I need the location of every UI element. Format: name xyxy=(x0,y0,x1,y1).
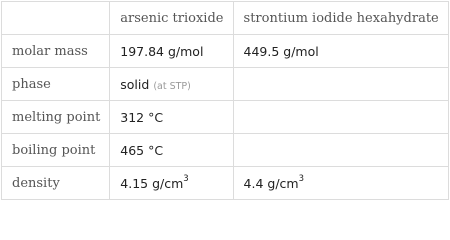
comparison-table xyxy=(1,1,449,200)
cell-molar-mass-arsenic-trioxide: 197.84 g/mol xyxy=(110,35,233,68)
cell-molar-mass-strontium-iodide: 449.5 g/mol xyxy=(233,35,448,68)
density-exponent-strontium-iodide: 3 xyxy=(298,174,305,185)
cell-density-arsenic-trioxide xyxy=(110,167,233,200)
row-label-boiling-point: boiling point xyxy=(2,134,110,167)
corner-cell xyxy=(2,2,110,35)
cell-melting-point-strontium-iodide xyxy=(233,101,448,134)
cell-melting-point-arsenic-trioxide: 312 °C xyxy=(110,101,233,134)
phase-value: solid xyxy=(120,76,150,92)
table-row xyxy=(2,134,449,167)
phase-condition: (at STP) xyxy=(153,80,191,92)
cell-density-strontium-iodide xyxy=(233,167,448,200)
cell-phase-strontium-iodide xyxy=(233,68,448,101)
density-value-strontium-iodide: 4.4 g/cm xyxy=(243,175,299,191)
row-label-phase: phase xyxy=(2,68,110,101)
cell-boiling-point-arsenic-trioxide: 465 °C xyxy=(110,134,233,167)
row-label-melting-point: melting point xyxy=(2,101,110,134)
row-label-molar-mass: molar mass xyxy=(2,35,110,68)
density-value-arsenic-trioxide: 4.15 g/cm xyxy=(120,175,184,191)
header-row xyxy=(2,2,449,35)
column-header-strontium-iodide-hexahydrate: strontium iodide hexahydrate xyxy=(233,2,448,35)
column-header-arsenic-trioxide: arsenic trioxide xyxy=(110,2,233,35)
density-exponent-arsenic-trioxide: 3 xyxy=(183,174,189,185)
table-row xyxy=(2,101,449,134)
cell-boiling-point-strontium-iodide xyxy=(233,134,448,167)
table-row xyxy=(2,35,449,68)
table-row xyxy=(2,68,449,101)
row-label-density: density xyxy=(2,167,110,200)
table-row xyxy=(2,167,449,200)
cell-phase-arsenic-trioxide xyxy=(110,68,233,101)
